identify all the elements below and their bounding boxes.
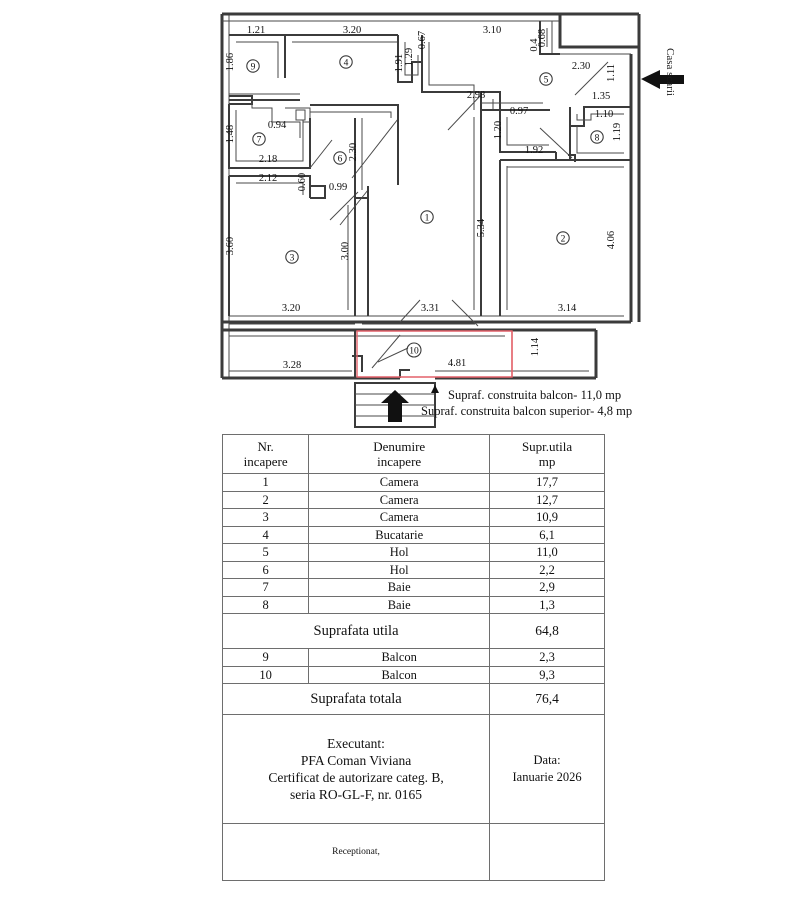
subtotal-row xyxy=(223,614,605,649)
dimension-label: 3.10 xyxy=(482,25,502,36)
cell-nr: 9 xyxy=(223,649,309,667)
svg-text:8: 8 xyxy=(594,133,600,144)
cell-area: 2,9 xyxy=(490,579,605,597)
subtotal-label: Suprafata utila xyxy=(223,614,490,649)
dimension-label: 3.14 xyxy=(557,303,577,314)
cell-area: 6,1 xyxy=(490,526,605,544)
svg-text:9: 9 xyxy=(250,62,256,73)
dimension-labels-horizontal xyxy=(247,25,613,371)
cell-area: 10,9 xyxy=(490,509,605,527)
dimension-label: 0.94 xyxy=(267,120,287,131)
room-3-camera xyxy=(229,176,358,316)
floor-plan xyxy=(0,0,800,430)
header-area-line1: Supr.utila xyxy=(521,439,573,454)
executant-line3: Certificat de autorizare categ. B, xyxy=(268,770,444,785)
receptionat-label: Receptionat, xyxy=(223,824,490,881)
cell-name: Bucatarie xyxy=(309,526,490,544)
header-nr xyxy=(223,435,309,474)
svg-text:4: 4 xyxy=(343,58,349,69)
svg-text:3: 3 xyxy=(289,253,295,264)
table-row xyxy=(223,561,605,579)
dimension-label: 1.35 xyxy=(591,91,611,102)
cell-area: 11,0 xyxy=(490,544,605,562)
cell-area: 1,3 xyxy=(490,596,605,614)
executant-row xyxy=(223,715,605,824)
cell-name: Hol xyxy=(309,544,490,562)
balcony-note-main: Supraf. construita balcon- 11,0 mp xyxy=(448,388,622,402)
header-nr-line2: incapere xyxy=(243,454,288,469)
room-marker-7 xyxy=(253,133,265,146)
room-marker-6 xyxy=(334,152,346,165)
dimension-label-vertical: 3.60 xyxy=(225,236,236,256)
total-label: Suprafata totala xyxy=(223,684,490,715)
table-row-balcony xyxy=(223,666,605,684)
balcony-area-notes xyxy=(421,387,632,419)
date-label: Data: xyxy=(533,753,561,767)
dimension-label: 1.21 xyxy=(246,25,266,36)
svg-text:5: 5 xyxy=(543,75,549,86)
subtotal-value: 64,8 xyxy=(490,614,605,649)
dimension-label: 1.10 xyxy=(594,109,614,120)
table-row xyxy=(223,491,605,509)
room-7-baie xyxy=(229,104,332,168)
room-marker-2 xyxy=(557,232,569,245)
svg-text:1: 1 xyxy=(424,213,430,224)
cell-name: Camera xyxy=(309,509,490,527)
cell-name: Baie xyxy=(309,596,490,614)
cell-nr: 6 xyxy=(223,561,309,579)
cell-area: 12,7 xyxy=(490,491,605,509)
svg-text:10: 10 xyxy=(409,346,419,357)
stairs-up-arrow xyxy=(381,390,409,422)
executant-line4: seria RO-GL-F, nr. 0165 xyxy=(290,787,423,802)
table-body xyxy=(223,474,605,881)
dimension-label: 2.12 xyxy=(258,173,278,184)
dimension-label-vertical: 4.06 xyxy=(606,230,617,250)
dimension-label-vertical: 1.48 xyxy=(225,124,236,144)
stairwell-label: Casa scarii xyxy=(664,48,676,96)
dimension-label: 2.98 xyxy=(466,90,486,101)
total-row xyxy=(223,684,605,715)
executant-line2: PFA Coman Viviana xyxy=(300,753,412,768)
room-marker-5 xyxy=(540,73,552,86)
dimension-label-vertical: 1.86 xyxy=(225,52,236,72)
receptionat-blank xyxy=(490,824,605,881)
header-name-line1: Denumire xyxy=(373,439,426,454)
dimension-label-vertical: 3.00 xyxy=(340,241,351,261)
dimension-label-vertical: 1.19 xyxy=(612,122,623,142)
cell-area: 2,3 xyxy=(490,649,605,667)
cell-nr: 5 xyxy=(223,544,309,562)
receptionat-row xyxy=(223,824,605,881)
floor-plan-drawing xyxy=(0,0,800,430)
dimension-label: 4.81 xyxy=(447,358,467,369)
room-5-hol xyxy=(422,21,611,160)
dimension-label: 3.20 xyxy=(281,303,301,314)
room-6-hol xyxy=(325,118,368,225)
executant-line1: Executant: xyxy=(327,736,385,751)
cell-name: Camera xyxy=(309,474,490,492)
dimension-label-vertical: 0.68 xyxy=(537,28,548,48)
dimension-label: 0.99 xyxy=(328,182,348,193)
dimension-label: 2.30 xyxy=(571,61,591,72)
table-row xyxy=(223,526,605,544)
dimension-label-vertical: 0.60 xyxy=(297,172,308,192)
header-area xyxy=(490,435,605,474)
dimension-label: 3.20 xyxy=(342,25,362,36)
dimension-label-vertical: 1.91 xyxy=(394,53,405,73)
room-marker-3 xyxy=(286,251,298,264)
cell-area: 9,3 xyxy=(490,666,605,684)
executant-block xyxy=(223,715,490,824)
table-row xyxy=(223,544,605,562)
cell-nr: 7 xyxy=(223,579,309,597)
table-row xyxy=(223,596,605,614)
cell-nr: 3 xyxy=(223,509,309,527)
room-marker-10 xyxy=(407,343,421,357)
balcony-note-superior: Supraf. construita balcon superior- 4,8 mp xyxy=(421,404,633,418)
dimension-label-vertical: 2.30 xyxy=(348,142,359,162)
dimension-label: 2.18 xyxy=(258,154,278,165)
cell-nr: 1 xyxy=(223,474,309,492)
dimension-label-vertical: 0.4 xyxy=(529,38,540,52)
date-block xyxy=(490,715,605,824)
cell-name: Balcon xyxy=(309,666,490,684)
header-name xyxy=(309,435,490,474)
cell-nr: 10 xyxy=(223,666,309,684)
cell-nr: 8 xyxy=(223,596,309,614)
cell-area: 2,2 xyxy=(490,561,605,579)
table-header xyxy=(223,435,605,474)
dimension-label-vertical: 1.11 xyxy=(606,64,617,82)
cell-nr: 2 xyxy=(223,491,309,509)
header-area-line2: mp xyxy=(538,454,556,469)
total-value: 76,4 xyxy=(490,684,605,715)
svg-text:6: 6 xyxy=(337,154,343,165)
table-header-row xyxy=(223,435,605,474)
table-row xyxy=(223,509,605,527)
table-row xyxy=(223,579,605,597)
entrance-arrow xyxy=(641,70,684,89)
cell-name: Baie xyxy=(309,579,490,597)
dimension-label-vertical: 0.67 xyxy=(417,30,428,50)
dimension-label: 1.92 xyxy=(524,145,544,156)
date-value: Ianuarie 2026 xyxy=(512,770,582,784)
room-marker-8 xyxy=(591,131,603,144)
dimension-label: 3.31 xyxy=(420,303,440,314)
dimension-label: 3.28 xyxy=(282,360,302,371)
cell-name: Hol xyxy=(309,561,490,579)
header-nr-line1: Nr. xyxy=(257,439,274,454)
room-9-balcony xyxy=(229,35,300,104)
cell-name: Balcon xyxy=(309,649,490,667)
room-marker-4 xyxy=(340,56,352,69)
dimension-label-vertical: 1.20 xyxy=(493,120,504,140)
room-marker-9 xyxy=(247,60,259,73)
header-name-line2: incapere xyxy=(377,454,422,469)
room-marker-1 xyxy=(421,211,433,224)
room-schedule-table xyxy=(222,434,605,881)
cell-area: 17,7 xyxy=(490,474,605,492)
table-row-balcony xyxy=(223,649,605,667)
dimension-label-vertical: 5.34 xyxy=(476,218,487,238)
dimension-label-vertical: 1.29 xyxy=(404,47,415,67)
svg-text:7: 7 xyxy=(256,135,262,146)
cell-name: Camera xyxy=(309,491,490,509)
table-row xyxy=(223,474,605,492)
cell-nr: 4 xyxy=(223,526,309,544)
dimension-label-vertical: 1.14 xyxy=(530,337,541,357)
svg-text:2: 2 xyxy=(560,234,566,245)
dimension-label: 0.97 xyxy=(509,106,529,117)
